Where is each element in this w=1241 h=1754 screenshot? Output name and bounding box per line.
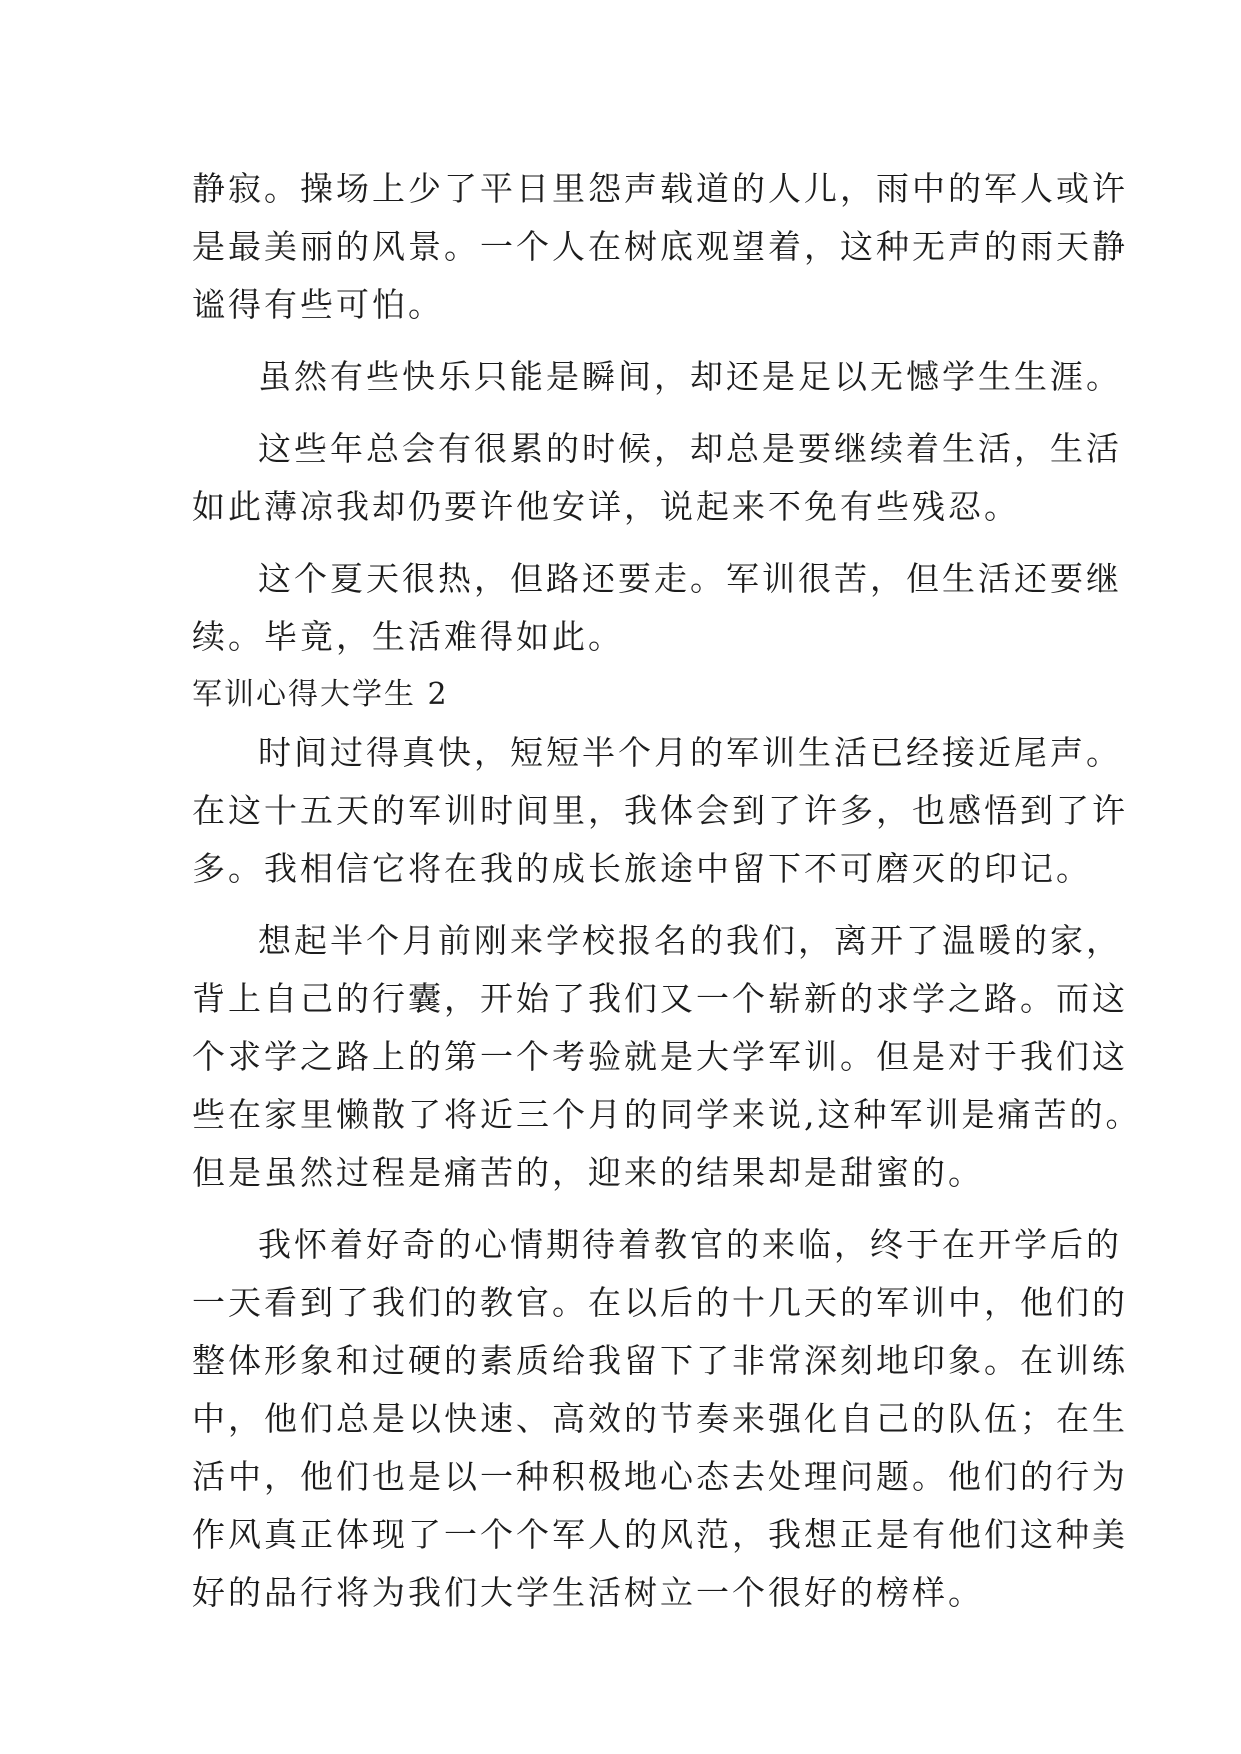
- text-line: 虽然有些快乐只能是瞬间，却还是足以无憾学生生涯。: [258, 357, 1122, 396]
- text-line: 背上自己的行囊，开始了我们又一个崭新的求学之路。而这: [192, 979, 1128, 1018]
- text-line: 中，他们总是以快速、高效的节奏来强化自己的队伍；在生: [192, 1399, 1128, 1438]
- text-line: 好的品行将为我们大学生活树立一个很好的榜样。: [192, 1573, 984, 1612]
- paragraph: [192, 724, 1128, 898]
- paragraph: [192, 912, 1142, 1202]
- document-body: [192, 160, 1142, 1622]
- text-line: 个求学之路上的第一个考验就是大学军训。但是对于我们这: [192, 1037, 1128, 1076]
- section-title: 军训心得大学生 2: [192, 677, 449, 712]
- text-line: 多。我相信它将在我的成长旅途中留下不可磨灭的印记。: [192, 849, 1092, 888]
- paragraph: [192, 160, 1128, 334]
- text-line: 在这十五天的军训时间里，我体会到了许多，也感悟到了许: [192, 791, 1128, 830]
- text-line: 些在家里懒散了将近三个月的同学来说,这种军训是痛苦的。: [192, 1095, 1142, 1134]
- text-line: 作风真正体现了一个个军人的风范，我想正是有他们这种美: [192, 1515, 1128, 1554]
- text-line: 想起半个月前刚来学校报名的我们，离开了温暖的家，: [258, 921, 1122, 960]
- text-line: 这些年总会有很累的时候，却总是要继续着生活，生活: [258, 429, 1122, 468]
- text-line: 续。毕竟，生活难得如此。: [192, 617, 624, 656]
- text-line: 时间过得真快，短短半个月的军训生活已经接近尾声。: [258, 733, 1122, 772]
- text-line: 一天看到了我们的教官。在以后的十几天的军训中，他们的: [192, 1283, 1128, 1322]
- text-line: 静寂。操场上少了平日里怨声载道的人儿，雨中的军人或许: [192, 169, 1128, 208]
- paragraph: [192, 550, 1122, 666]
- text-line: 是最美丽的风景。一个人在树底观望着，这种无声的雨天静: [192, 227, 1128, 266]
- text-line: 整体形象和过硬的素质给我留下了非常深刻地印象。在训练: [192, 1341, 1128, 1380]
- paragraph: [192, 420, 1122, 536]
- paragraph: [192, 348, 1122, 406]
- text-line: 活中，他们也是以一种积极地心态去处理问题。他们的行为: [192, 1457, 1128, 1496]
- text-line: 谧得有些可怕。: [192, 285, 444, 324]
- text-line: 我怀着好奇的心情期待着教官的来临，终于在开学后的: [258, 1225, 1122, 1264]
- paragraph: [192, 1216, 1128, 1622]
- text-line: 这个夏天很热，但路还要走。军训很苦，但生活还要继: [258, 559, 1122, 598]
- text-line: 如此薄凉我却仍要许他安详，说起来不免有些残忍。: [192, 487, 1020, 526]
- text-line: 但是虽然过程是痛苦的，迎来的结果却是甜蜜的。: [192, 1153, 984, 1192]
